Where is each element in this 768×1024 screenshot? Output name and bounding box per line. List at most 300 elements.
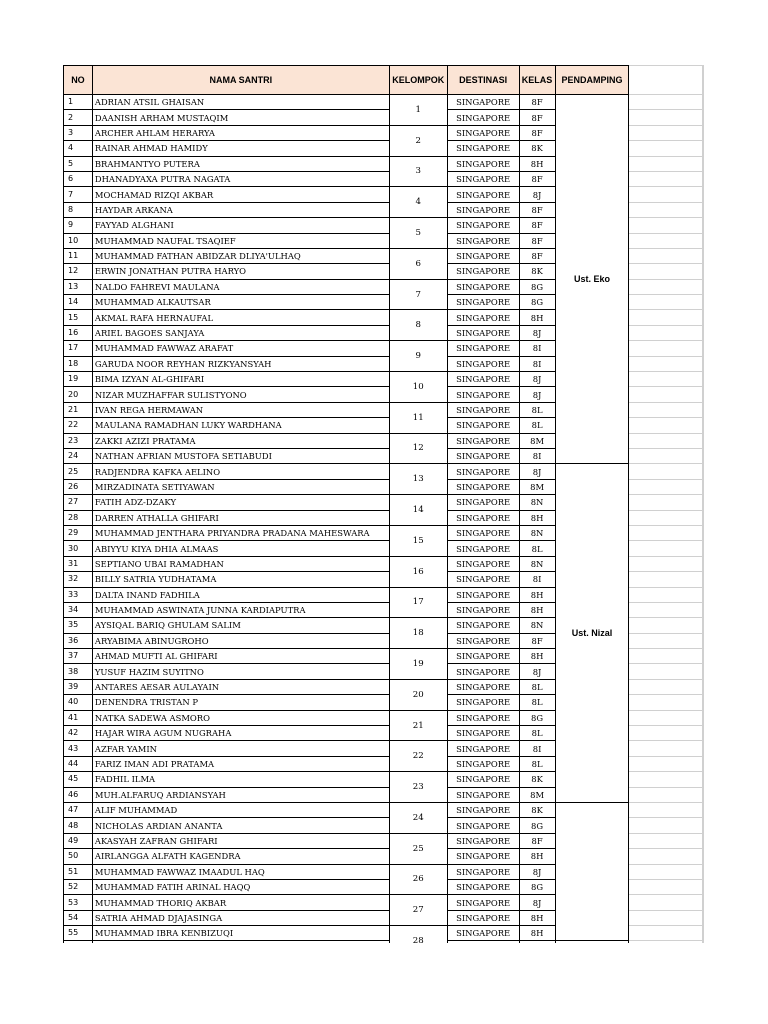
row-number: 25 xyxy=(64,464,93,479)
empty-cell xyxy=(702,572,703,587)
destination: SINGAPORE xyxy=(447,879,519,894)
student-name: BRAHMANTYO PUTERA xyxy=(92,156,389,171)
student-name: FATIH ADZ-DZAKY xyxy=(92,495,389,510)
destination: SINGAPORE xyxy=(447,202,519,217)
group-number: 24 xyxy=(389,802,447,833)
class: 8H xyxy=(519,510,555,525)
student-name: ANTARES AESAR AULAYAIN xyxy=(92,679,389,694)
destination: SINGAPORE xyxy=(447,864,519,879)
row-number: 34 xyxy=(64,602,93,617)
student-name: MUHAMMAD ALKAUTSAR xyxy=(92,295,389,310)
empty-cell xyxy=(702,541,703,556)
empty-cell xyxy=(702,818,703,833)
empty-cell xyxy=(629,833,702,848)
empty-cell xyxy=(555,941,629,943)
empty-cell xyxy=(629,387,702,402)
destination: SINGAPORE xyxy=(447,602,519,617)
group-number: 1 xyxy=(389,95,447,126)
row-number: 22 xyxy=(64,418,93,433)
empty-cell xyxy=(629,649,702,664)
student-name: DENENDRA TRISTAN P xyxy=(92,695,389,710)
student-name: RADJENDRA KAFKA AELINO xyxy=(92,464,389,479)
row-number: 19 xyxy=(64,372,93,387)
empty-cell xyxy=(447,941,519,943)
empty-cell xyxy=(629,156,702,171)
destination: SINGAPORE xyxy=(447,587,519,602)
student-name: MAULANA RAMADHAN LUKY WARDHANA xyxy=(92,418,389,433)
group-number: 18 xyxy=(389,618,447,649)
empty-cell xyxy=(629,679,702,694)
student-name: ARIEL BAGOES SANJAYA xyxy=(92,325,389,340)
class: 8K xyxy=(519,141,555,156)
empty-cell xyxy=(702,926,703,941)
group-number: 22 xyxy=(389,741,447,772)
empty-cell xyxy=(629,664,702,679)
student-name: IVAN REGA HERMAWAN xyxy=(92,402,389,417)
empty-cell xyxy=(629,464,702,479)
group-number: 26 xyxy=(389,864,447,895)
destination: SINGAPORE xyxy=(447,510,519,525)
class: 8L xyxy=(519,541,555,556)
empty-cell xyxy=(629,895,702,910)
class: 8J xyxy=(519,325,555,340)
row-number: 11 xyxy=(64,248,93,263)
empty-cell xyxy=(702,495,703,510)
class: 8G xyxy=(519,710,555,725)
destination: SINGAPORE xyxy=(447,572,519,587)
destination: SINGAPORE xyxy=(447,233,519,248)
table-row xyxy=(64,95,704,110)
group-number: 5 xyxy=(389,218,447,249)
group-number: 23 xyxy=(389,772,447,803)
student-name: FARIZ IMAN ADI PRATAMA xyxy=(92,756,389,771)
empty-cell xyxy=(702,479,703,494)
empty-cell xyxy=(629,141,702,156)
destination: SINGAPORE xyxy=(447,110,519,125)
empty-cell xyxy=(702,110,703,125)
empty-cell xyxy=(702,325,703,340)
row-number: 18 xyxy=(64,356,93,371)
class: 8L xyxy=(519,756,555,771)
row-number: 47 xyxy=(64,802,93,817)
class: 8F xyxy=(519,233,555,248)
group-number: 25 xyxy=(389,833,447,864)
student-name: MUH.ALFARUQ ARDIANSYAH xyxy=(92,787,389,802)
class: 8M xyxy=(519,479,555,494)
destination: SINGAPORE xyxy=(447,787,519,802)
empty-cell xyxy=(629,202,702,217)
student-name: DARREN ATHALLA GHIFARI xyxy=(92,510,389,525)
group-number: 10 xyxy=(389,372,447,403)
destination: SINGAPORE xyxy=(447,295,519,310)
empty-cell xyxy=(702,556,703,571)
empty-cell xyxy=(629,310,702,325)
empty-cell xyxy=(629,525,702,540)
student-name: FAYYAD ALGHANI xyxy=(92,218,389,233)
empty-cell xyxy=(629,95,702,110)
empty-cell xyxy=(629,818,702,833)
empty-cell xyxy=(629,587,702,602)
empty-cell xyxy=(702,387,703,402)
class: 8F xyxy=(519,218,555,233)
student-name: MUHAMMAD FATHAN ABIDZAR DLIYA'ULHAQ xyxy=(92,248,389,263)
empty-cell xyxy=(629,125,702,140)
student-name: NIZAR MUZHAFFAR SULISTYONO xyxy=(92,387,389,402)
student-name: MUHAMMAD NAUFAL TSAQIEF xyxy=(92,233,389,248)
destination: SINGAPORE xyxy=(447,802,519,817)
empty-cell xyxy=(702,279,703,294)
row-number: 16 xyxy=(64,325,93,340)
table-row xyxy=(64,941,704,943)
destination: SINGAPORE xyxy=(447,156,519,171)
empty-cell xyxy=(702,66,703,95)
class: 8L xyxy=(519,402,555,417)
empty-cell xyxy=(702,510,703,525)
class: 8I xyxy=(519,356,555,371)
empty-cell xyxy=(702,587,703,602)
destination: SINGAPORE xyxy=(447,141,519,156)
row-number: 32 xyxy=(64,572,93,587)
destination: SINGAPORE xyxy=(447,618,519,633)
destination: SINGAPORE xyxy=(447,649,519,664)
student-name: SEPTIANO UBAI RAMADHAN xyxy=(92,556,389,571)
student-name: ALIF MUHAMMAD xyxy=(92,802,389,817)
student-name: HAYDAR ARKANA xyxy=(92,202,389,217)
empty-cell xyxy=(702,448,703,463)
group-number: 2 xyxy=(389,125,447,156)
class: 8H xyxy=(519,649,555,664)
empty-cell xyxy=(629,110,702,125)
destination: SINGAPORE xyxy=(447,849,519,864)
empty-cell xyxy=(702,187,703,202)
destination: SINGAPORE xyxy=(447,679,519,694)
row-number: 27 xyxy=(64,495,93,510)
class: 8H xyxy=(519,156,555,171)
student-name: FADHIL ILMA xyxy=(92,772,389,787)
empty-cell xyxy=(629,741,702,756)
row-number: 30 xyxy=(64,541,93,556)
student-name: MUHAMMAD FAWWAZ ARAFAT xyxy=(92,341,389,356)
pendamping-name: Ust. Nizal xyxy=(555,464,629,803)
class: 8I xyxy=(519,448,555,463)
class: 8M xyxy=(519,787,555,802)
row-number: 38 xyxy=(64,664,93,679)
student-name: ARYABIMA ABINUGROHO xyxy=(92,633,389,648)
row-number: 20 xyxy=(64,387,93,402)
row-number: 46 xyxy=(64,787,93,802)
empty-cell xyxy=(629,295,702,310)
empty-cell xyxy=(702,356,703,371)
row-number: 35 xyxy=(64,618,93,633)
row-number: 2 xyxy=(64,110,93,125)
group-number: 17 xyxy=(389,587,447,618)
student-name: MIRZADINATA SETIYAWAN xyxy=(92,479,389,494)
empty-cell xyxy=(702,125,703,140)
row-number: 36 xyxy=(64,633,93,648)
row-number: 33 xyxy=(64,587,93,602)
row-number: 54 xyxy=(64,910,93,925)
class: 8H xyxy=(519,602,555,617)
empty-cell xyxy=(702,525,703,540)
student-name: MUHAMMAD IBRA KENBIZUQI xyxy=(92,926,389,941)
destination: SINGAPORE xyxy=(447,171,519,186)
pendamping-name xyxy=(555,802,629,941)
group-number: 27 xyxy=(389,895,447,926)
destination: SINGAPORE xyxy=(447,279,519,294)
class: 8H xyxy=(519,849,555,864)
class: 8N xyxy=(519,556,555,571)
row-number: 55 xyxy=(64,926,93,941)
row-number: 28 xyxy=(64,510,93,525)
student-name: YUSUF HAZIM SUYITNO xyxy=(92,664,389,679)
group-number: 21 xyxy=(389,710,447,741)
student-name: AYSIQAL BARIQ GHULAM SALIM xyxy=(92,618,389,633)
row-number: 49 xyxy=(64,833,93,848)
student-name: ADRIAN ATSIL GHAISAN xyxy=(92,95,389,110)
header-row xyxy=(64,66,704,95)
row-number: 51 xyxy=(64,864,93,879)
row-number: 14 xyxy=(64,295,93,310)
empty-cell xyxy=(629,772,702,787)
student-name: GARUDA NOOR REYHAN RIZKYANSYAH xyxy=(92,356,389,371)
group-number: 13 xyxy=(389,464,447,495)
destination: SINGAPORE xyxy=(447,418,519,433)
row-number: 31 xyxy=(64,556,93,571)
class: 8J xyxy=(519,187,555,202)
empty-cell xyxy=(629,372,702,387)
empty-cell xyxy=(629,171,702,186)
empty-cell xyxy=(629,556,702,571)
empty-cell xyxy=(629,479,702,494)
row-number: 50 xyxy=(64,849,93,864)
class: 8F xyxy=(519,833,555,848)
empty-cell xyxy=(702,464,703,479)
destination: SINGAPORE xyxy=(447,525,519,540)
class: 8N xyxy=(519,495,555,510)
empty-cell xyxy=(629,633,702,648)
empty-cell xyxy=(629,926,702,941)
destination: SINGAPORE xyxy=(447,218,519,233)
group-number: 16 xyxy=(389,556,447,587)
class: 8L xyxy=(519,695,555,710)
group-number: 6 xyxy=(389,248,447,279)
empty-cell xyxy=(629,233,702,248)
class: 8H xyxy=(519,587,555,602)
class: 8J xyxy=(519,387,555,402)
empty-cell xyxy=(629,541,702,556)
student-name: BIMA IZYAN AL-GHIFARI xyxy=(92,372,389,387)
class: 8I xyxy=(519,741,555,756)
empty-cell xyxy=(702,310,703,325)
empty-cell xyxy=(702,602,703,617)
empty-cell xyxy=(702,849,703,864)
student-name: AZFAR YAMIN xyxy=(92,741,389,756)
class: 8J xyxy=(519,464,555,479)
class: 8F xyxy=(519,110,555,125)
destination: SINGAPORE xyxy=(447,125,519,140)
destination: SINGAPORE xyxy=(447,926,519,941)
row-number: 48 xyxy=(64,818,93,833)
empty-cell xyxy=(702,787,703,802)
student-name: SATRIA AHMAD DJAJASINGA xyxy=(92,910,389,925)
empty-cell xyxy=(702,156,703,171)
header-nama-santri: NAMA SANTRI xyxy=(92,66,389,95)
empty-cell xyxy=(702,372,703,387)
empty-cell xyxy=(702,726,703,741)
destination: SINGAPORE xyxy=(447,664,519,679)
destination: SINGAPORE xyxy=(447,556,519,571)
empty-cell xyxy=(629,602,702,617)
empty-cell xyxy=(629,495,702,510)
empty-cell xyxy=(702,802,703,817)
student-name: HAJAR WIRA AGUM NUGRAHA xyxy=(92,726,389,741)
group-number: 28 xyxy=(389,926,447,943)
empty-cell xyxy=(629,356,702,371)
class: 8G xyxy=(519,879,555,894)
empty-cell xyxy=(629,849,702,864)
destination: SINGAPORE xyxy=(447,402,519,417)
class: 8K xyxy=(519,802,555,817)
student-name: AHMAD MUFTI AL GHIFARI xyxy=(92,649,389,664)
row-number: 44 xyxy=(64,756,93,771)
student-name: AIRLANGGA ALFATH KAGENDRA xyxy=(92,849,389,864)
destination: SINGAPORE xyxy=(447,895,519,910)
destination: SINGAPORE xyxy=(447,187,519,202)
group-number: 12 xyxy=(389,433,447,464)
student-name: MUHAMMAD THORIQ AKBAR xyxy=(92,895,389,910)
class: 8F xyxy=(519,95,555,110)
header-kelas: KELAS xyxy=(519,66,555,95)
empty-cell xyxy=(629,756,702,771)
row-number: 42 xyxy=(64,726,93,741)
row-number: 7 xyxy=(64,187,93,202)
empty-cell xyxy=(702,248,703,263)
empty-cell xyxy=(629,726,702,741)
class: 8F xyxy=(519,633,555,648)
student-name: AKASYAH ZAFRAN GHIFARI xyxy=(92,833,389,848)
row-number: 26 xyxy=(64,479,93,494)
empty-cell xyxy=(629,710,702,725)
class: 8H xyxy=(519,910,555,925)
student-name: ARCHER AHLAM HERARYA xyxy=(92,125,389,140)
destination: SINGAPORE xyxy=(447,772,519,787)
empty-cell xyxy=(702,649,703,664)
destination: SINGAPORE xyxy=(447,448,519,463)
empty-cell xyxy=(702,879,703,894)
class: 8M xyxy=(519,433,555,448)
destination: SINGAPORE xyxy=(447,818,519,833)
student-name: AKMAL RAFA HERNAUFAL xyxy=(92,310,389,325)
row-number: 9 xyxy=(64,218,93,233)
student-name: BILLY SATRIA YUDHATAMA xyxy=(92,572,389,587)
student-name: DAANISH ARHAM MUSTAQIM xyxy=(92,110,389,125)
empty-cell xyxy=(702,341,703,356)
class: 8F xyxy=(519,248,555,263)
empty-cell xyxy=(702,264,703,279)
row-number: 52 xyxy=(64,879,93,894)
destination: SINGAPORE xyxy=(447,372,519,387)
empty-cell xyxy=(629,448,702,463)
empty-cell xyxy=(702,833,703,848)
student-name: NATHAN AFRIAN MUSTOFA SETIABUDI xyxy=(92,448,389,463)
empty-cell xyxy=(629,572,702,587)
header-kelompok: KELOMPOK xyxy=(389,66,447,95)
row-number: 1 xyxy=(64,95,93,110)
empty-cell xyxy=(629,787,702,802)
table-row xyxy=(64,464,704,479)
class: 8F xyxy=(519,202,555,217)
class: 8F xyxy=(519,125,555,140)
row-number: 37 xyxy=(64,649,93,664)
group-number: 4 xyxy=(389,187,447,218)
empty-cell xyxy=(629,402,702,417)
student-name: DALTA INAND FADHILA xyxy=(92,587,389,602)
class: 8L xyxy=(519,418,555,433)
row-number: 13 xyxy=(64,279,93,294)
destination: SINGAPORE xyxy=(447,248,519,263)
student-name: MOCHAMAD RIZQI AKBAR xyxy=(92,187,389,202)
empty-cell xyxy=(64,941,93,943)
empty-cell xyxy=(702,402,703,417)
class: 8L xyxy=(519,726,555,741)
class: 8H xyxy=(519,310,555,325)
empty-cell xyxy=(702,295,703,310)
empty-cell xyxy=(702,864,703,879)
row-number: 40 xyxy=(64,695,93,710)
empty-cell xyxy=(629,218,702,233)
row-number: 43 xyxy=(64,741,93,756)
empty-cell xyxy=(702,941,703,943)
empty-cell xyxy=(702,418,703,433)
destination: SINGAPORE xyxy=(447,726,519,741)
empty-cell xyxy=(702,633,703,648)
class: 8G xyxy=(519,279,555,294)
row-number: 17 xyxy=(64,341,93,356)
destination: SINGAPORE xyxy=(447,95,519,110)
class: 8H xyxy=(519,926,555,941)
empty-cell xyxy=(629,279,702,294)
group-number: 7 xyxy=(389,279,447,310)
empty-cell xyxy=(629,879,702,894)
row-number: 10 xyxy=(64,233,93,248)
row-number: 24 xyxy=(64,448,93,463)
empty-cell xyxy=(702,95,703,110)
class: 8G xyxy=(519,818,555,833)
student-name: MUHAMMAD FAWWAZ IMAADUL HAQ xyxy=(92,864,389,879)
group-number: 20 xyxy=(389,679,447,710)
group-number: 9 xyxy=(389,341,447,372)
class: 8G xyxy=(519,295,555,310)
row-number: 4 xyxy=(64,141,93,156)
empty-cell xyxy=(629,802,702,817)
empty-cell xyxy=(92,941,389,943)
destination: SINGAPORE xyxy=(447,710,519,725)
destination: SINGAPORE xyxy=(447,387,519,402)
class: 8L xyxy=(519,679,555,694)
student-name: ABIYYU KIYA DHIA ALMAAS xyxy=(92,541,389,556)
row-number: 45 xyxy=(64,772,93,787)
row-number: 23 xyxy=(64,433,93,448)
empty-cell xyxy=(702,202,703,217)
empty-cell xyxy=(629,910,702,925)
empty-cell xyxy=(629,941,702,943)
destination: SINGAPORE xyxy=(447,479,519,494)
empty-cell xyxy=(702,695,703,710)
empty-cell xyxy=(629,187,702,202)
student-name: MUHAMMAD ASWINATA JUNNA KARDIAPUTRA xyxy=(92,602,389,617)
spreadsheet-sheet xyxy=(63,65,704,943)
empty-cell xyxy=(702,895,703,910)
